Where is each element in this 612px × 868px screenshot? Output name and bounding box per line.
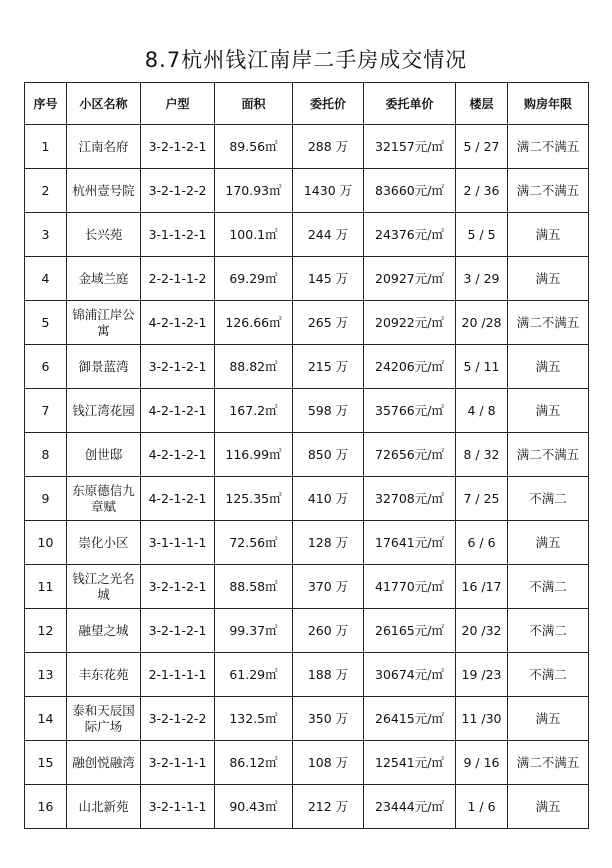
holding-years-cell: 满二不满五 [508,741,589,785]
row-number-cell: 11 [25,565,67,609]
unit-price-cell: 32708元/㎡ [364,477,456,521]
unit-price-cell: 23444元/㎡ [364,785,456,829]
floor-cell: 20 /28 [456,301,508,345]
area-cell: 61.29㎡ [215,653,293,697]
listing-price-cell: 350 万 [293,697,364,741]
community-name-cell: 崇化小区 [67,521,141,565]
layout-cell: 3-2-1-2-2 [141,169,215,213]
row-number-cell: 15 [25,741,67,785]
holding-years-cell: 满五 [508,697,589,741]
area-cell: 90.43㎡ [215,785,293,829]
floor-cell: 6 / 6 [456,521,508,565]
unit-price-cell: 12541元/㎡ [364,741,456,785]
community-name-cell: 东原德信九章赋 [67,477,141,521]
floor-cell: 11 /30 [456,697,508,741]
layout-cell: 3-2-1-1-1 [141,785,215,829]
page-title: 8.7杭州钱江南岸二手房成交情况 [144,48,468,72]
holding-years-cell: 不满二 [508,653,589,697]
row-number-cell: 3 [25,213,67,257]
holding-years-cell: 满五 [508,257,589,301]
row-number-cell: 4 [25,257,67,301]
listing-price-cell: 215 万 [293,345,364,389]
holding-years-cell: 满五 [508,345,589,389]
row-number-cell: 2 [25,169,67,213]
area-cell: 167.2㎡ [215,389,293,433]
unit-price-cell: 24206元/㎡ [364,345,456,389]
floor-cell: 16 /17 [456,565,508,609]
table-row [25,521,589,565]
listing-price-cell: 370 万 [293,565,364,609]
area-cell: 170.93㎡ [215,169,293,213]
floor-cell: 19 /23 [456,653,508,697]
listing-price-cell: 188 万 [293,653,364,697]
holding-years-cell: 满二不满五 [508,125,589,169]
area-cell: 116.99㎡ [215,433,293,477]
table-row [25,213,589,257]
holding-years-cell: 满二不满五 [508,169,589,213]
layout-cell: 3-2-1-2-1 [141,345,215,389]
holding-years-cell: 不满二 [508,477,589,521]
table-row [25,785,589,829]
unit-price-cell: 41770元/㎡ [364,565,456,609]
table-row [25,257,589,301]
unit-price-cell: 17641元/㎡ [364,521,456,565]
unit-price-cell: 20922元/㎡ [364,301,456,345]
floor-cell: 9 / 16 [456,741,508,785]
listing-price-cell: 260 万 [293,609,364,653]
community-name-cell: 融望之城 [67,609,141,653]
table-row [25,477,589,521]
unit-price-cell: 26165元/㎡ [364,609,456,653]
listing-price-cell: 244 万 [293,213,364,257]
listing-price-cell: 265 万 [293,301,364,345]
listing-price-cell: 108 万 [293,741,364,785]
community-name-cell: 锦浦江岸公寓 [67,301,141,345]
community-name-cell: 杭州壹号院 [67,169,141,213]
listing-price-cell: 850 万 [293,433,364,477]
layout-cell: 3-2-1-2-1 [141,609,215,653]
holding-years-cell: 不满二 [508,565,589,609]
floor-cell: 5 / 11 [456,345,508,389]
floor-cell: 2 / 36 [456,169,508,213]
area-cell: 89.56㎡ [215,125,293,169]
row-number-cell: 8 [25,433,67,477]
row-number-cell: 10 [25,521,67,565]
floor-cell: 8 / 32 [456,433,508,477]
layout-cell: 3-2-1-2-2 [141,697,215,741]
community-name-cell: 丰东花苑 [67,653,141,697]
row-number-cell: 9 [25,477,67,521]
table-row [25,301,589,345]
floor-cell: 1 / 6 [456,785,508,829]
layout-cell: 2-1-1-1-1 [141,653,215,697]
community-name-cell: 钱江之光名城 [67,565,141,609]
header-cell: 委托价 [293,83,364,125]
table-row [25,609,589,653]
table-row [25,565,589,609]
listing-price-cell: 1430 万 [293,169,364,213]
layout-cell: 2-2-1-1-2 [141,257,215,301]
holding-years-cell: 满二不满五 [508,301,589,345]
listing-price-cell: 598 万 [293,389,364,433]
area-cell: 86.12㎡ [215,741,293,785]
row-number-cell: 12 [25,609,67,653]
area-cell: 125.35㎡ [215,477,293,521]
floor-cell: 20 /32 [456,609,508,653]
header-cell: 购房年限 [508,83,589,125]
area-cell: 72.56㎡ [215,521,293,565]
layout-cell: 4-2-1-2-1 [141,477,215,521]
row-number-cell: 16 [25,785,67,829]
floor-cell: 5 / 27 [456,125,508,169]
holding-years-cell: 满五 [508,389,589,433]
layout-cell: 3-2-1-2-1 [141,125,215,169]
area-cell: 99.37㎡ [215,609,293,653]
layout-cell: 3-1-1-1-1 [141,521,215,565]
unit-price-cell: 30674元/㎡ [364,653,456,697]
area-cell: 126.66㎡ [215,301,293,345]
unit-price-cell: 32157元/㎡ [364,125,456,169]
unit-price-cell: 83660元/㎡ [364,169,456,213]
row-number-cell: 5 [25,301,67,345]
layout-cell: 4-2-1-2-1 [141,433,215,477]
area-cell: 88.58㎡ [215,565,293,609]
row-number-cell: 7 [25,389,67,433]
table-row [25,697,589,741]
header-cell: 小区名称 [67,83,141,125]
layout-cell: 3-1-1-2-1 [141,213,215,257]
community-name-cell: 泰和天辰国际广场 [67,697,141,741]
area-cell: 88.82㎡ [215,345,293,389]
unit-price-cell: 24376元/㎡ [364,213,456,257]
community-name-cell: 融创悦融湾 [67,741,141,785]
community-name-cell: 山北新苑 [67,785,141,829]
area-cell: 69.29㎡ [215,257,293,301]
unit-price-cell: 20927元/㎡ [364,257,456,301]
holding-years-cell: 不满二 [508,609,589,653]
row-number-cell: 6 [25,345,67,389]
floor-cell: 7 / 25 [456,477,508,521]
layout-cell: 4-2-1-2-1 [141,301,215,345]
table-header-row [25,83,589,125]
holding-years-cell: 满二不满五 [508,433,589,477]
listing-price-cell: 212 万 [293,785,364,829]
layout-cell: 4-2-1-2-1 [141,389,215,433]
table-row [25,345,589,389]
floor-cell: 5 / 5 [456,213,508,257]
community-name-cell: 金域兰庭 [67,257,141,301]
layout-cell: 3-2-1-2-1 [141,565,215,609]
unit-price-cell: 26415元/㎡ [364,697,456,741]
community-name-cell: 长兴苑 [67,213,141,257]
header-cell: 户型 [141,83,215,125]
header-cell: 面积 [215,83,293,125]
unit-price-cell: 35766元/㎡ [364,389,456,433]
table-row [25,741,589,785]
table-row [25,125,589,169]
header-cell: 委托单价 [364,83,456,125]
community-name-cell: 钱江湾花园 [67,389,141,433]
community-name-cell: 御景蓝湾 [67,345,141,389]
holding-years-cell: 满五 [508,785,589,829]
row-number-cell: 14 [25,697,67,741]
table-row [25,169,589,213]
table-row [25,389,589,433]
header-cell: 楼层 [456,83,508,125]
listing-price-cell: 145 万 [293,257,364,301]
header-cell: 序号 [25,83,67,125]
unit-price-cell: 72656元/㎡ [364,433,456,477]
holding-years-cell: 满五 [508,521,589,565]
floor-cell: 4 / 8 [456,389,508,433]
floor-cell: 3 / 29 [456,257,508,301]
row-number-cell: 1 [25,125,67,169]
listing-price-cell: 128 万 [293,521,364,565]
listing-price-cell: 288 万 [293,125,364,169]
holding-years-cell: 满五 [508,213,589,257]
community-name-cell: 江南名府 [67,125,141,169]
table-row [25,433,589,477]
listing-price-cell: 410 万 [293,477,364,521]
row-number-cell: 13 [25,653,67,697]
transactions-table [24,82,589,829]
table-row [25,653,589,697]
layout-cell: 3-2-1-1-1 [141,741,215,785]
area-cell: 100.1㎡ [215,213,293,257]
community-name-cell: 创世邸 [67,433,141,477]
area-cell: 132.5㎡ [215,697,293,741]
